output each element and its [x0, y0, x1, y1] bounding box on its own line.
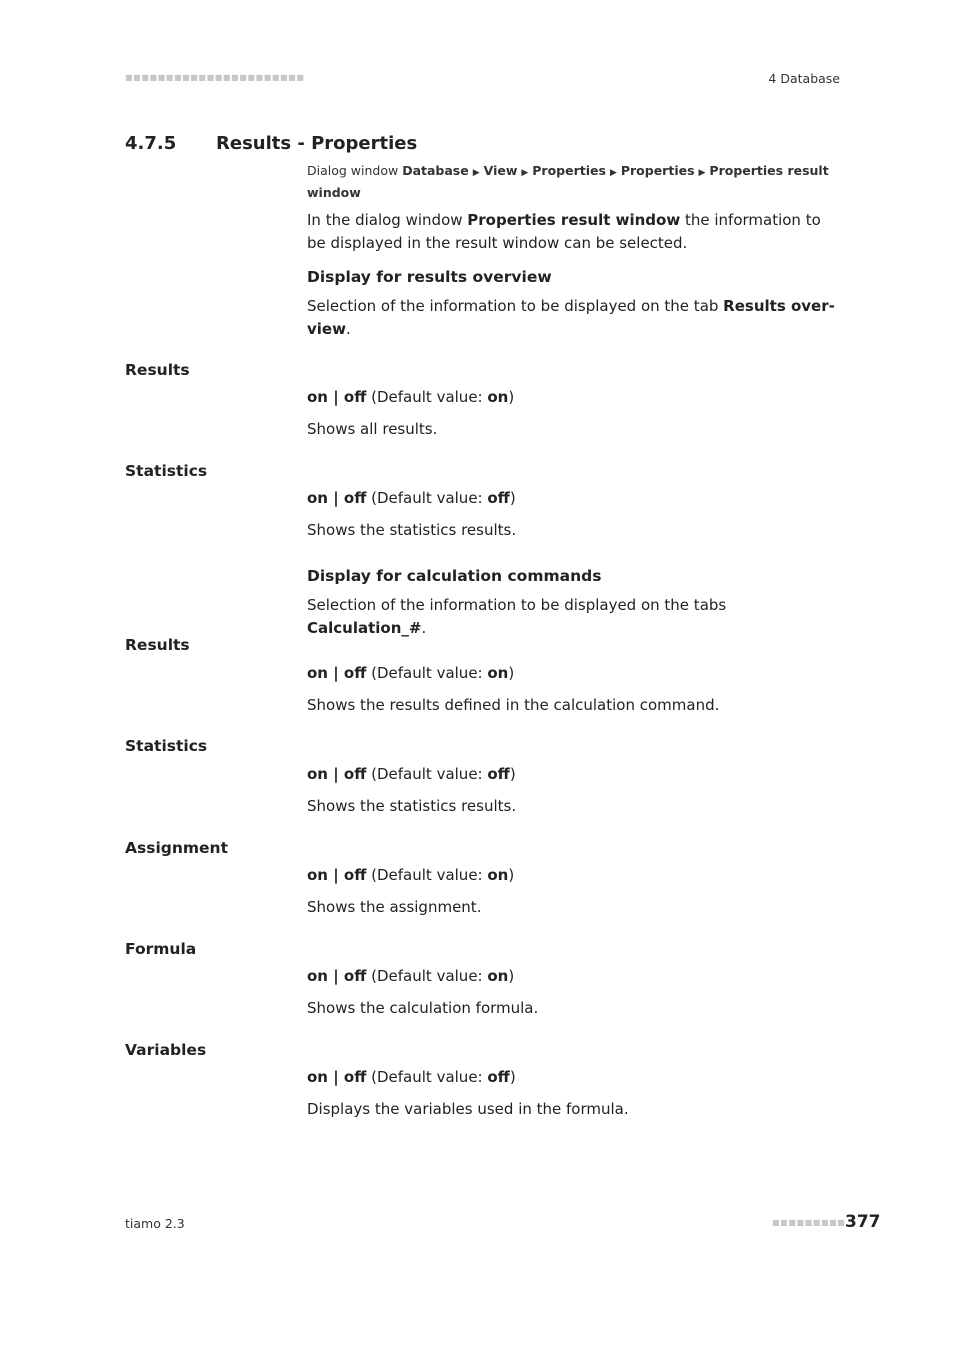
default-value: off [487, 1068, 510, 1086]
header-decoration: ■■■■■■■■■■■■■■■■■■■■■■ [125, 73, 305, 82]
parameter-description: Shows the assignment. [307, 898, 482, 916]
footer-decoration: ■■■■■■■■■ [772, 1218, 846, 1227]
default-label: (Default value: [366, 489, 488, 507]
default-label: (Default value: [366, 967, 488, 985]
parameter-value [307, 1068, 516, 1086]
intro-paragraph [307, 209, 837, 254]
parameter-description: Shows the statistics results. [307, 797, 517, 815]
parameter-label: Formula [125, 940, 197, 958]
parameter-value [307, 664, 514, 682]
parameter-value [307, 489, 516, 507]
parameter-value [307, 967, 514, 985]
default-value: off [487, 765, 510, 783]
parameter-label: Results [125, 636, 190, 654]
paren-close: ) [508, 866, 515, 884]
desc-text: Selection of the information to be displayed on the tabs [307, 596, 727, 614]
page-number: 377 [845, 1212, 881, 1232]
intro-text: In the dialog window [307, 211, 468, 229]
desc-text: . [345, 319, 351, 338]
parameter-label: Variables [125, 1041, 207, 1059]
value-options: on | off [307, 388, 367, 406]
value-options: on | off [307, 765, 367, 783]
desc-text: Selection of the information to be displayed on the tab [307, 297, 724, 315]
menu-path-item: Properties [532, 163, 606, 178]
intro-bold: Properties result window [467, 211, 681, 229]
default-value: on [487, 388, 509, 406]
value-options: on | off [307, 866, 367, 884]
parameter-description: Shows the statistics results. [307, 521, 517, 539]
parameter-label: Assignment [125, 839, 228, 857]
menu-path-item: Properties [620, 163, 695, 178]
parameter-label: Statistics [125, 737, 208, 755]
value-options: on | off [307, 664, 367, 682]
parameter-description: Shows the results defined in the calculation command. [307, 696, 720, 714]
parameter-description: Displays the variables used in the formula. [307, 1100, 629, 1118]
default-label: (Default value: [366, 765, 488, 783]
default-label: (Default value: [366, 664, 488, 682]
parameter-label: Statistics [125, 462, 208, 480]
default-value: off [487, 489, 510, 507]
parameter-value [307, 866, 514, 884]
section-number: 4.7.5 [125, 133, 177, 154]
desc-bold: Results over-view [307, 297, 835, 338]
default-value: on [487, 967, 509, 985]
desc-bold: Calculation_# [307, 618, 422, 637]
default-label: (Default value: [366, 1068, 488, 1086]
default-label: (Default value: [366, 388, 488, 406]
parameter-value [307, 388, 514, 406]
subsection-heading: Display for results overview [307, 268, 552, 286]
subsection-description [307, 295, 837, 340]
paren-close: ) [508, 967, 515, 985]
arrow-right-icon: ▶ [472, 168, 480, 178]
value-options: on | off [307, 967, 367, 985]
default-label: (Default value: [366, 866, 488, 884]
menu-path-item: Database [402, 163, 469, 178]
parameter-description: Shows all results. [307, 420, 438, 438]
subsection-heading: Display for calculation commands [307, 567, 602, 585]
arrow-right-icon: ▶ [698, 168, 706, 178]
parameter-label: Results [125, 361, 190, 379]
value-options: on | off [307, 1068, 367, 1086]
menu-path-prefix: Dialog window [307, 163, 403, 178]
menu-path-item: Properties result window [307, 163, 829, 200]
paren-close: ) [508, 388, 515, 406]
menu-path-item: View [483, 163, 518, 178]
menu-path [307, 161, 837, 202]
section-title: Results - Properties [216, 133, 418, 154]
arrow-right-icon: ▶ [609, 168, 617, 178]
arrow-right-icon: ▶ [521, 168, 529, 178]
subsection-description [307, 594, 837, 639]
intro-text: the information to be displayed in the result window can be selected. [307, 211, 821, 252]
paren-close: ) [509, 765, 516, 783]
product-name: tiamo 2.3 [125, 1216, 185, 1231]
paren-close: ) [509, 1068, 516, 1086]
desc-text: . [421, 618, 427, 637]
chapter-title: 4 Database [768, 71, 840, 86]
parameter-description: Shows the calculation formula. [307, 999, 539, 1017]
parameter-value [307, 765, 516, 783]
paren-close: ) [508, 664, 515, 682]
value-options: on | off [307, 489, 367, 507]
paren-close: ) [509, 489, 516, 507]
default-value: on [487, 866, 509, 884]
default-value: on [487, 664, 509, 682]
